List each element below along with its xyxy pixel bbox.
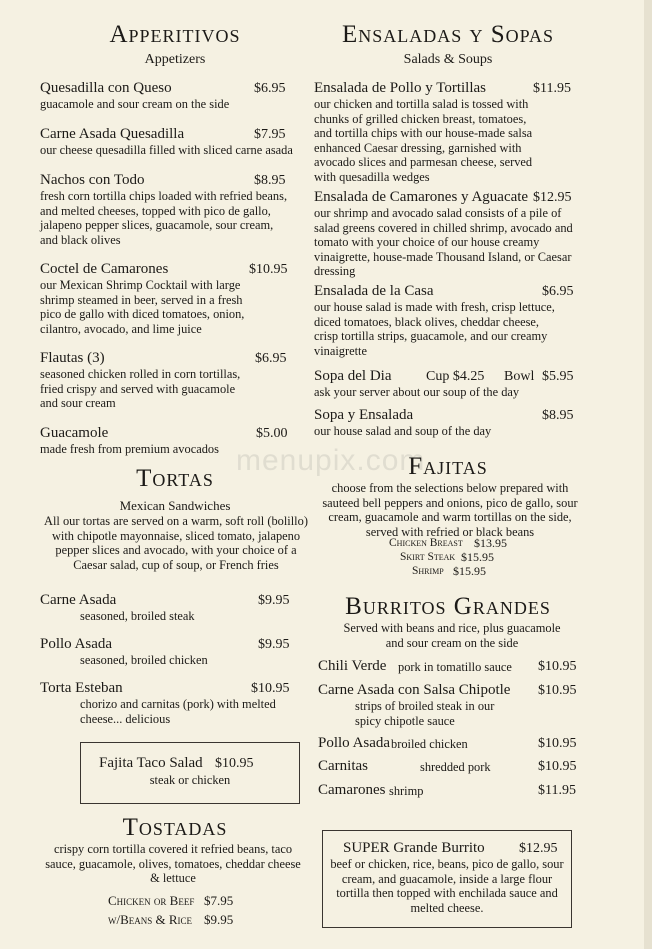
fajita-option-label: Shrimp bbox=[412, 565, 444, 577]
fajita-option-label: Chicken Breast bbox=[389, 537, 463, 549]
menu-item-desc: chorizo and carnitas (pork) with melted cheese... delicious bbox=[80, 697, 276, 726]
appetizers-title: Apperitivos bbox=[109, 21, 241, 48]
menu-item-price: $10.95 bbox=[251, 681, 290, 696]
tostada-option-price: $9.95 bbox=[204, 912, 234, 927]
menu-item-price: $10.95 bbox=[538, 683, 577, 698]
menu-item-price: $12.95 bbox=[533, 190, 572, 205]
tortas-intro: All our tortas are served on a warm, soft roll (bolillo) with chipotle mayonnaise, sliced tomato, jalapeno pepper slices and avocado, with your choice of a Caesar salad, cup of soup, or French fries bbox=[44, 514, 308, 572]
menu-item-name: Chili Verde bbox=[318, 658, 387, 674]
menu-item-name: Guacamole bbox=[40, 425, 109, 441]
burritos-subtitle: Served with beans and rice, plus guacamole and sour cream on the side bbox=[343, 621, 561, 650]
tostada-option-price: $7.95 bbox=[204, 893, 234, 908]
menu-item-price: $10.95 bbox=[538, 759, 577, 774]
taco-salad-box bbox=[80, 742, 300, 804]
menu-item-price: $6.95 bbox=[542, 284, 574, 299]
fajitas-desc: choose from the selections below prepared with sauteed bell peppers and onions, pico de gallo, sour cream, guacamole and warm tortillas on the side, served with refried or black beans bbox=[322, 481, 578, 539]
menu-item-name: Pollo Asada bbox=[318, 735, 391, 751]
menu-item-desc: fresh corn tortilla chips loaded with refried beans, and melted cheeses, topped with pico de gallo, jalapeno pepper slices, guacamole, sour cream, and black olives bbox=[40, 189, 288, 247]
menu-item-desc: our chicken and tortilla salad is tossed with chunks of grilled chicken breast, tomatoes, and tortilla chips with our house-made salsa enhanced Caesar dressing, garnished with avocado slices and parmesan cheese, served with quesadilla wedges bbox=[314, 97, 533, 184]
menu-item-desc: seasoned chicken rolled in corn tortillas, fried crispy and served with guacamole and sour cream bbox=[40, 367, 241, 411]
menu-item-price: $6.95 bbox=[255, 351, 287, 366]
menu-item-name: Sopa del Dia bbox=[314, 368, 392, 384]
menu-item-desc: strips of broiled steak in our spicy chipotle sauce bbox=[355, 699, 495, 728]
menu-item-price: $9.95 bbox=[258, 637, 290, 652]
menu-item-name: Camarones bbox=[318, 782, 386, 798]
menu-item-name: Pollo Asada bbox=[40, 636, 113, 652]
menu-item-name: Torta Esteban bbox=[40, 680, 123, 696]
menu-item-desc: our shrimp and avocado salad consists of a pile of salad greens covered in chilled shrimp, avocado and tomato with your choice of our house creamy vinaigrette, house-made Thousand Island, or Caesar dressing bbox=[314, 206, 573, 279]
menu-item-desc: broiled chicken bbox=[391, 737, 468, 751]
super-burrito-box bbox=[322, 830, 572, 928]
menu-item-price: $8.95 bbox=[254, 173, 286, 188]
soup-bowl-label: Bowl bbox=[504, 369, 535, 384]
menu-item-price: $10.95 bbox=[249, 262, 288, 277]
fajita-option-label: Skirt Steak bbox=[400, 551, 456, 563]
fajita-option-price: $13.95 bbox=[474, 536, 507, 550]
tortas-subtitle: Mexican Sandwiches bbox=[119, 498, 231, 513]
menu-item-name: Carnitas bbox=[318, 758, 368, 774]
menu-item-name: Nachos con Todo bbox=[40, 172, 145, 188]
watermark: menupix.com bbox=[236, 444, 426, 477]
menu-item-price: $10.95 bbox=[215, 756, 254, 771]
appetizers-subtitle: Appetizers bbox=[144, 52, 206, 67]
salads-title: Ensaladas y Sopas bbox=[341, 21, 555, 48]
tostada-option-label: Chicken or Beef bbox=[108, 893, 195, 908]
menu-item-name: Carne Asada bbox=[40, 592, 117, 608]
menu-item-desc: ask your server about our soup of the day bbox=[314, 385, 520, 399]
menu-item-desc: made fresh from premium avocados bbox=[40, 442, 219, 456]
menu-item-price: $10.95 bbox=[538, 659, 577, 674]
menu-item-price: $5.00 bbox=[256, 426, 288, 441]
tortas-title: Tortas bbox=[136, 465, 214, 492]
fajita-option-price: $15.95 bbox=[453, 564, 486, 578]
menu-item-desc: pork in tomatillo sauce bbox=[398, 660, 512, 674]
menu-item-name: Flautas (3) bbox=[40, 350, 105, 366]
soup-cup-price: Cup $4.25 bbox=[426, 369, 485, 384]
menu-item-name: Quesadilla con Queso bbox=[40, 80, 172, 96]
menu-item-price: $10.95 bbox=[538, 736, 577, 751]
menu-item-desc: seasoned, broiled steak bbox=[80, 609, 195, 623]
tostadas-title: Tostadas bbox=[122, 814, 228, 841]
menu-item-price: $11.95 bbox=[538, 783, 576, 798]
menu-item-name: Ensalada de la Casa bbox=[314, 283, 434, 299]
fajitas-title: Fajitas bbox=[408, 453, 488, 480]
menu-item-name: Ensalada de Camarones y Aguacate bbox=[314, 189, 529, 205]
fajita-option-price: $15.95 bbox=[461, 550, 494, 564]
menu-item-name: SUPER Grande Burrito bbox=[343, 840, 485, 856]
menu-item-desc: steak or chicken bbox=[149, 773, 231, 787]
menu-item-price: $5.95 bbox=[542, 369, 574, 384]
menu-item-desc: shrimp bbox=[389, 784, 424, 798]
menu-item-desc: shredded pork bbox=[420, 760, 491, 774]
burritos-title: Burritos Grandes bbox=[345, 593, 551, 620]
menu-item-price: $6.95 bbox=[254, 81, 286, 96]
menu-item-name: Coctel de Camarones bbox=[40, 261, 169, 277]
menu-item-desc: seasoned, broiled chicken bbox=[80, 653, 208, 667]
menu-item-name: Sopa y Ensalada bbox=[314, 407, 414, 423]
menu-item-price: $9.95 bbox=[258, 593, 290, 608]
menu-item-desc: our Mexican Shrimp Cocktail with large shrimp steamed in beer, served in a fresh pico de gallo with diced tomatoes, onion, cilantro, avocado, and lime juice bbox=[40, 278, 245, 336]
page-edge bbox=[644, 0, 652, 949]
menu-item-desc: our cheese quesadilla filled with sliced carne asada bbox=[40, 143, 293, 157]
menu-item-name: Carne Asada con Salsa Chipotle bbox=[318, 682, 511, 698]
salads-subtitle: Salads & Soups bbox=[403, 52, 493, 67]
menu-item-price: $8.95 bbox=[542, 408, 574, 423]
menu-item-name: Fajita Taco Salad bbox=[99, 755, 203, 771]
menu-item-name: Ensalada de Pollo y Tortillas bbox=[314, 80, 486, 96]
menu-item-price: $7.95 bbox=[254, 127, 286, 142]
menu-item-price: $11.95 bbox=[533, 81, 571, 96]
tostadas-desc: crispy corn tortilla covered it refried beans, taco sauce, guacamole, olives, tomatoes, cheddar cheese & lettuce bbox=[45, 842, 301, 886]
menu-item-price: $12.95 bbox=[519, 841, 558, 856]
tostada-option-label: w/Beans & Rice bbox=[108, 912, 193, 927]
menu-item-desc: guacamole and sour cream on the side bbox=[40, 97, 230, 111]
menu-item-desc: our house salad and soup of the day bbox=[314, 424, 492, 438]
menu-item-desc: beef or chicken, rice, beans, pico de gallo, sour cream, and guacamole, inside a large flour tortilla then topped with enchilada sauce and melted cheese. bbox=[330, 857, 564, 915]
menu-item-desc: our house salad is made with fresh, crisp lettuce, diced tomatoes, black olives, cheddar cheese, crisp tortilla strips, guacamole, and our creamy vinaigrette bbox=[314, 300, 555, 358]
menu-item-name: Carne Asada Quesadilla bbox=[40, 126, 185, 142]
